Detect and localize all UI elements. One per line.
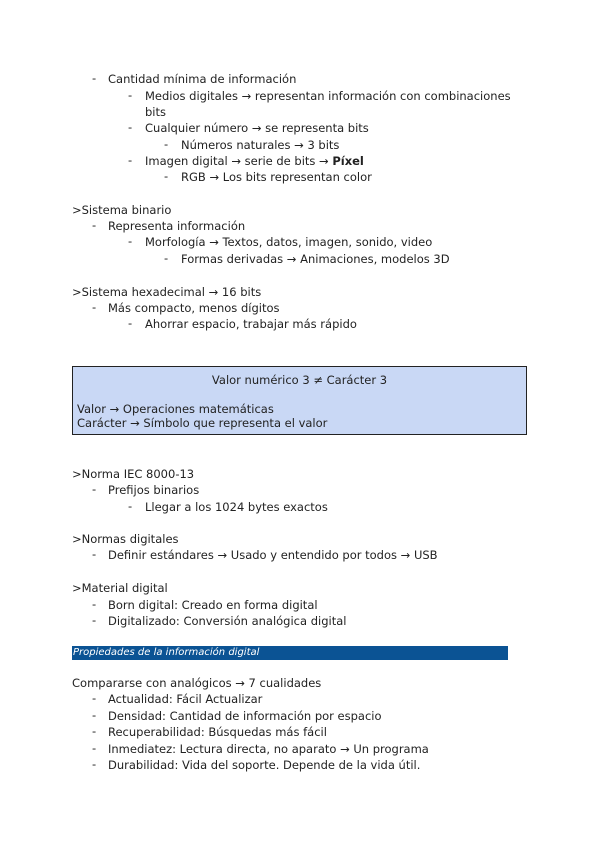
bullet-dash: - xyxy=(92,218,97,232)
section-heading: >Norma IEC 8000-13 xyxy=(72,467,195,481)
bullet-dash: - xyxy=(92,597,97,611)
text-segment: Imagen digital → serie de bits → xyxy=(145,154,333,168)
list-item: Inmediatez: Lectura directa, no aparato → Un programa xyxy=(108,742,429,756)
list-item: Recuperabilidad: Búsquedas más fácil xyxy=(108,725,327,739)
bullet-dash: - xyxy=(128,88,133,102)
bullet-dash: - xyxy=(128,120,133,134)
bullet-dash: - xyxy=(92,691,97,705)
text-line xyxy=(145,153,364,169)
bullet-dash: - xyxy=(92,71,97,85)
bullet-dash: - xyxy=(92,300,97,314)
bullet-dash: - xyxy=(128,153,133,167)
text-line: Born digital: Creado en forma digital xyxy=(108,598,318,612)
bullet-dash: - xyxy=(128,234,133,248)
section-title-bar: Propiedades de la información digital xyxy=(72,646,508,660)
text-line: Digitalizado: Conversión analógica digital xyxy=(108,614,347,628)
bullet-dash: - xyxy=(128,316,133,330)
callout-row: Valor → Operaciones matemáticas xyxy=(77,402,274,416)
bold-term: Píxel xyxy=(332,154,364,168)
bullet-dash: - xyxy=(92,741,97,755)
bullet-dash: - xyxy=(92,613,97,627)
section-heading: >Normas digitales xyxy=(72,532,179,546)
bullet-dash: - xyxy=(92,547,97,561)
bullet-dash: - xyxy=(128,499,133,513)
text-line: Medios digitales → representan información con combinaciones xyxy=(145,89,511,103)
text-line: Prefijos binarios xyxy=(108,483,200,497)
text-line: Números naturales → 3 bits xyxy=(181,138,340,152)
callout-row: Carácter → Símbolo que representa el valor xyxy=(77,416,328,430)
list-item: Densidad: Cantidad de información por espacio xyxy=(108,709,382,723)
callout-title: Valor numérico 3 ≠ Carácter 3 xyxy=(211,373,388,387)
text-line: Representa información xyxy=(108,219,246,233)
bullet-dash: - xyxy=(92,724,97,738)
text-line: Cantidad mínima de información xyxy=(108,72,297,86)
bullet-dash: - xyxy=(164,137,169,151)
text-line: bits xyxy=(145,105,166,119)
section-heading: >Sistema binario xyxy=(72,203,172,217)
section-heading: >Material digital xyxy=(72,581,168,595)
list-item: Actualidad: Fácil Actualizar xyxy=(108,692,263,706)
text-line: Definir estándares → Usado y entendido por todos → USB xyxy=(108,548,438,562)
section-heading: >Sistema hexadecimal → 16 bits xyxy=(72,285,262,299)
text-line: Ahorrar espacio, trabajar más rápido xyxy=(145,317,357,331)
bullet-dash: - xyxy=(164,169,169,183)
section-heading: Compararse con analógicos → 7 cualidades xyxy=(72,676,322,690)
text-line: Llegar a los 1024 bytes exactos xyxy=(145,500,328,514)
bullet-dash: - xyxy=(164,251,169,265)
text-line: Morfología → Textos, datos, imagen, sonido, video xyxy=(145,235,433,249)
list-item: Durabilidad: Vida del soporte. Depende de la vida útil. xyxy=(108,758,421,772)
bullet-dash: - xyxy=(92,757,97,771)
bullet-dash: - xyxy=(92,708,97,722)
text-line: Más compacto, menos dígitos xyxy=(108,301,280,315)
bullet-dash: - xyxy=(92,482,97,496)
text-line: Formas derivadas → Animaciones, modelos 3D xyxy=(181,252,450,266)
text-line: RGB → Los bits representan color xyxy=(181,170,372,184)
text-line: Cualquier número → se representa bits xyxy=(145,121,369,135)
callout-box xyxy=(72,366,527,435)
